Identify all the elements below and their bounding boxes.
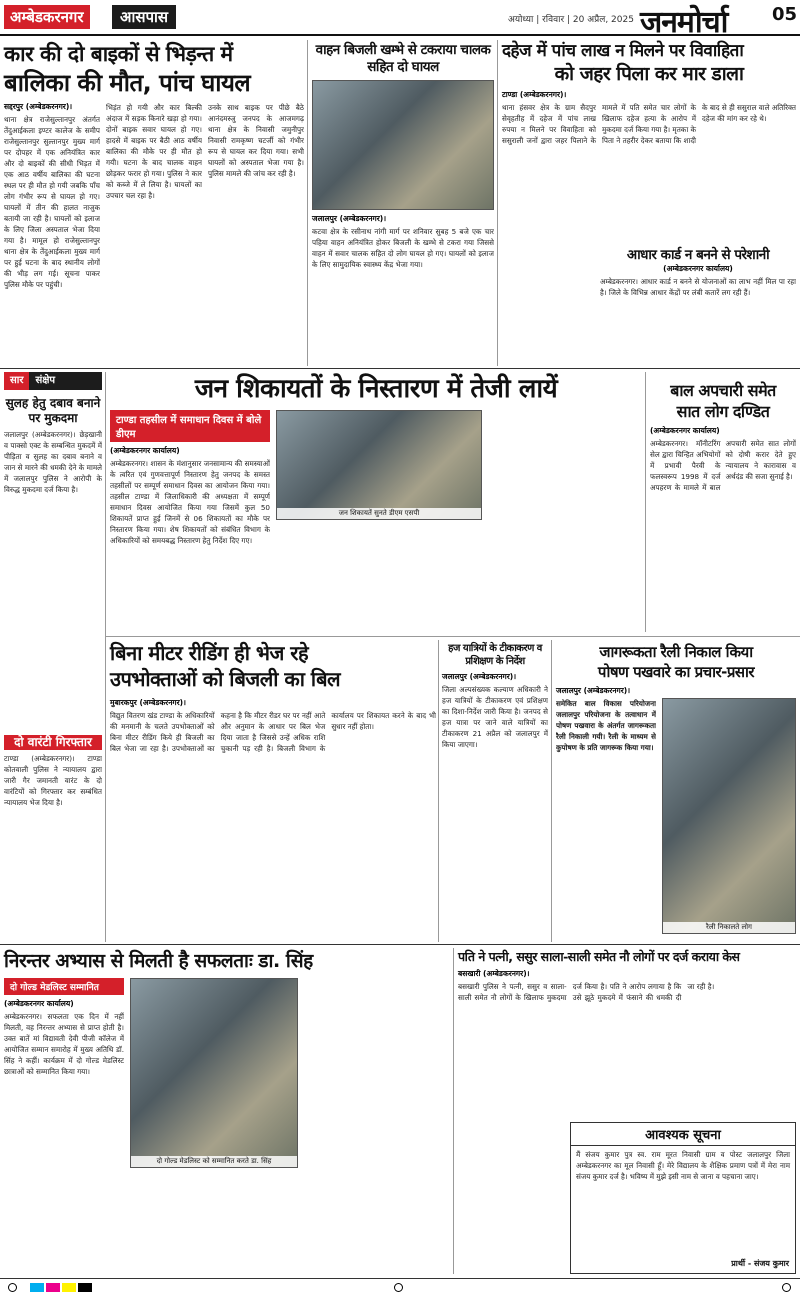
story-text-cont (130, 1172, 298, 1252)
dateline: अयोध्या | रविवार | 20 अप्रैल, 2025 (508, 15, 634, 25)
story-car-accident (4, 40, 304, 366)
photo-caption: दो गोल्ड मेडलिस्ट को सम्मानित करते डा. सिंह (131, 1156, 297, 1167)
sidebar-brief (4, 372, 102, 942)
column-rule (645, 372, 646, 632)
news-photo (312, 80, 494, 210)
story-pole-collision (312, 42, 494, 366)
story-headline-line1: दहेज में पांच लाख न मिलने पर विवाहिता (502, 41, 744, 61)
story-text-col2: भिड़ंत हो गयी और कार बिल्की अंदाज में सड़क किनारे खड़ा हो गया। दोनों बाइक सवार घायल हो गए। हादसे में बाइक पर बैठी आठ वर्षीय बालिका की मौके पर ही मौत हो गयी। घटना के बाद चालक वाहन छोड़कर फरार हो गया। पुलिस ने कार को कब्जे में ले लिया है। घायलों का उपचार चल रहा है। (106, 103, 202, 200)
photo-caption: रैली निकालते लोग (663, 922, 795, 933)
story-text: जिला अल्पसंख्यक कल्याण अधिकारी ने हज यात्रियों के टीकाकरण एवं प्रशिक्षण का दिशा-निर्देश जारी किया है। जनपद से हज यात्रा पर जाने वाले यात्रियों का टीकाकरण 21 अप्रैल को जलालपुर में किया जाएगा। (442, 685, 548, 749)
story-text-cont (304, 978, 450, 1256)
story-headline-line2: को जहर पिला कर मार डाला (554, 63, 744, 85)
column-rule (105, 372, 106, 942)
story-headline-line2: उपभोक्ताओं को बिजली का बिल (110, 667, 341, 691)
story-grievance (110, 372, 642, 632)
brief-title: दो वारंटी गिरफ्तार (4, 735, 102, 750)
black-swatch (78, 1283, 92, 1292)
story-text-col1: थाना क्षेत्र राजेसुल्तानपुर अंतर्गत तेंदुआईकला इण्टर कालेज के समीप राजेसुल्तानपुर सुल्तानपुर मुख्य मार्ग पर दोपहर में एक अनियंत्रित कार और दो बाइकों की सीधी भिड़त में एक आठ वर्षीय बालिका की घटना स्थल पर ही मौत हो गयी जबकि पाँच लोग गंभीर रूप से घायल हो गए। घायलों में तीन की हालत नाजुक बतायी जा रही है। घायलों को इलाज के लिए जिला अस्पताल भेजा दिया गया है। मामूल हो राजेसुल्तानपुर थाना क्षेत्र के तेंदुआईकला मुख्य मार्ग पर हुई घटना के बाद स्थानीय लोगों की भीड़ लग गई। सूचना पाकर पुलिस मौके पर पहुंची। (4, 115, 100, 289)
registration-mark-icon (8, 1283, 17, 1292)
public-notice (570, 1122, 796, 1274)
news-photo (662, 698, 796, 934)
story-text: बसखारी पुलिस ने पत्नी, ससुर व साला-साली समेत नौ लोगों के खिलाफ मुकदमा दर्ज किया है। पति ने आरोप लगाया है कि उसे झूठे मुकदमे में फंसाने की धमकी दी जा रही है। (458, 982, 715, 1002)
story-byline: जलालपुर (अम्बेडकरनगर)। (442, 672, 517, 681)
story-text-cont (276, 524, 482, 616)
sidebar-tab-saar: सार (4, 372, 29, 390)
magenta-swatch (46, 1283, 60, 1292)
story-text: अम्बेडकरनगर। शासन के मंशानुसार जनसामान्य की समस्याओं के त्वरित एवं गुणवत्तापूर्ण निस्तारण हेतु जनपद के समस्त तहसीलों पर सम्पूर्ण समाधान दिवस का आयोजन किया गया। तहसील टाण्डा में जिलाधिकारी की अध्यक्षता में सम्पूर्ण समाधान दिवस आयोजित किया गया जिसमें कुल 50 शिकायतें प्राप्त हुई जिनमें से 06 शिकायतों का मौके पर निस्तारण किया गया। शेष शिकायतों को संबंधित विभाग के अधिकारियों को समयबद्ध निस्तारण हेतु निर्देश दिए गए। (110, 459, 270, 545)
brief-text: टाण्डा (अम्बेडकरनगर)। टाण्डा कोतवाली पुलिस ने न्यायालय द्वारा जारी गैर जमानती वारंट के दो वारंटियों को गिरफ्तार कर सम्बंधित न्यायालय भेज दिया है। (4, 754, 102, 807)
story-headline-line2: बालिका की मौत, पांच घायल (4, 69, 251, 97)
registration-mark-icon (782, 1283, 791, 1292)
column-rule (453, 948, 454, 1274)
story-byline: (अम्बेडकरनगर कार्यालय) (663, 264, 733, 273)
story-byline: मुबारकपुर (अम्बेडकरनगर)। (110, 698, 186, 707)
yellow-swatch (62, 1283, 76, 1292)
story-subhead: टाण्डा तहसील में समाधान दिवस में बोले डीएम (110, 410, 270, 442)
section-rule (0, 368, 800, 369)
story-aadhaar (600, 246, 796, 366)
story-headline-line2: पोषण पखवारे का प्रचार-प्रसार (597, 663, 755, 681)
story-byline: जलालपुर (अम्बेडकरनगर)। (312, 214, 387, 223)
story-juvenile-convicted (650, 380, 796, 632)
story-subhead: दो गोल्ड मेडलिस्ट सम्मानित (4, 978, 124, 995)
print-registration-strip (0, 1278, 800, 1295)
column-rule (551, 640, 552, 942)
story-byline: (अम्बेडकरनगर कार्यालय) (110, 446, 180, 455)
registration-mark-icon (394, 1283, 403, 1292)
story-electricity-bill (110, 640, 436, 942)
story-hajj (442, 642, 548, 942)
story-byline: (अम्बेडकरनगर कार्यालय) (4, 999, 74, 1008)
story-gold-medalist (4, 948, 450, 1274)
story-byline: (अम्बेडकरनगर कार्यालय) (650, 426, 720, 435)
column-rule (438, 640, 439, 942)
story-headline: हज यात्रियों के टीकाकरण व प्रशिक्षण के निर्देश (448, 643, 542, 667)
story-headline-line1: बिना मीटर रीडिंग ही भेज रहे (110, 641, 309, 665)
subsection-tag: आसपास (112, 5, 176, 29)
story-headline: निरन्तर अभ्यास से मिलती है सफलताः डा. सिंह (4, 950, 313, 972)
notice-sign: प्रार्थी - संजय कुमार (731, 1259, 789, 1268)
sidebar-tab-sankshep: संक्षेप (29, 372, 102, 390)
story-text: समेकित बाल विकास परियोजना जलालपुर परियोजना के तत्वाधान में पोषण पखवारा के अंतर्गत जागरूकता रैली निकाली गयी। रैली के माध्यम से कुपोषण के प्रति जागरूक किया गया। (556, 699, 656, 752)
story-nutrition-rally (556, 642, 796, 942)
notice-text: मैं संजय कुमार पुत्र स्व. राम मूरत निवासी ग्राम व पोस्ट जलालपुर जिला अम्बेडकरनगर का मूल निवासी हूँ। मेरे विद्यालय के शैक्षिक प्रमाण पत्रों में मेरा नाम संजय कुमार दर्ज है। भविष्य में मुझे इसी नाम से जाना व पहचाना जाए। (576, 1150, 790, 1181)
notice-title: आवश्यक सूचना (571, 1123, 795, 1146)
story-text: अम्बेडकरनगर। सफलता एक दिन में नहीं मिलती, वह निरन्तर अभ्यास से प्राप्त होती है। उक्त बातें मां विद्यावती देवी पीजी कॉलेज में आयोजित सम्मान समारोह में मुख्य अतिथि डॉ. सिंह ने कहीं। कार्यक्रम में दो गोल्ड मेडलिस्ट छात्राओं को सम्मानित किया गया। (4, 1012, 124, 1076)
news-photo (276, 410, 482, 520)
section-rule (0, 944, 800, 945)
photo-caption: जन शिकायतें सुनते डीएम एसपी (277, 508, 481, 519)
masthead (0, 0, 800, 40)
news-photo (130, 978, 298, 1168)
paper-logo: जनमोर्चा (640, 5, 728, 40)
story-headline: आधार कार्ड न बनने से परेशानी (626, 247, 770, 263)
story-dowry-death (502, 40, 796, 240)
story-headline-line1: कार की दो बाइकों से भिड़न्त में (4, 42, 233, 66)
story-text: कटवा क्षेत्र के रसीनाथ नांगी मार्ग पर शनिवार सुबह 5 बजे एक चार पहिया वाहन अनियंत्रित होकर बिजली के खम्भे से टकरा गया जिससे वाहन में सवार चालक सहित दो लोग घायल हो गए। घायलों को इलाज के लिए सामुदायिक स्वास्थ्य केंद्र भेजा गया। (312, 227, 494, 269)
story-text: थाना हंसवर क्षेत्र के ग्राम सैदपुर सेवृहतीह में दहेज में पांच लाख रुपया न मिलने पर विवाहिता को ससुराली जनों द्वारा जहर पिलाने के मामले में पति समेत चार लोगों के खिलाफ दहेज हत्या के आरोप में मुकदमा दर्ज किया गया है। मृतका के पिता ने तहरीर देकर बताया कि शादी के बाद से ही ससुराल वाले अतिरिक्त दहेज की मांग कर रहे थे। (502, 103, 796, 145)
sidebar-tabs (4, 372, 102, 390)
cyan-swatch (30, 1283, 44, 1292)
story-byline: सद्दरपुर (अम्बेडकरनगर)। (4, 102, 73, 111)
section-rule (106, 636, 800, 637)
brief-title: सुलह हेतु दबाव बनाने पर मुकदमा (5, 396, 101, 425)
story-headline-line1: बाल अपचारी समेत (670, 381, 776, 400)
page-number: 05 (772, 4, 798, 25)
story-headline: वाहन बिजली खम्भे से टकराया चालक सहित दो घायल (315, 42, 491, 75)
story-husband-case (458, 948, 796, 1118)
story-text: अम्बेडकरनगर। आधार कार्ड न बनने से योजनाओं का लाभ नहीं मिल पा रहा है। जिले के विभिन्न आधार केंद्रों पर लंबी कतारें लग रही हैं। (600, 277, 796, 297)
section-tag: अम्बेडकरनगर (4, 5, 90, 29)
story-text: विद्युत वितरण खंड टाण्डा के अधिकारियों की मनमानी के चलते उपभोक्ताओं को बिना मीटर रीडिंग किये ही बिजली का बिल भेजा जा रहा है। उपभोक्ताओं का कहना है कि मीटर रीडर घर पर नहीं आते और अनुमान के आधार पर बिल भेज दिया जाता है जिससे उन्हें अधिक राशि चुकानी पड़ रही है। बिजली विभाग के कार्यालय पर शिकायत करने के बाद भी सुधार नहीं होता। (110, 711, 436, 753)
story-text-col3: उनके साथ बाइक पर पीछे बैठे आनंदमस्जु जनपद के आजमगढ़ थाना क्षेत्र के निवासी जमुनीपुर निवासी रामकृष्ण चटर्जी को गंभीर रूप से घायल कर दिया गया। सभी घायलों को अस्पताल भेजा गया है। पुलिस मामले की जांच कर रही है। (208, 103, 304, 178)
story-text-cont (488, 410, 642, 624)
story-headline-line2: सात लोग दण्डित (676, 402, 770, 421)
story-byline: बसखारी (अम्बेडकरनगर)। (458, 969, 530, 978)
story-headline: पति ने पत्नी, ससुर साला-साली समेत नौ लोगों पर दर्ज कराया केस (458, 949, 740, 964)
story-headline-line1: जागरूकता रैली निकाल किया (599, 643, 753, 661)
story-byline: जलालपुर (अम्बेडकरनगर)। (556, 686, 631, 695)
story-text: अम्बेडकरनगर। मॉनीटरिंग सेल द्वारा चिन्हित अभियोगों में प्रभावी पैरवी के फलस्वरूप 1998 में दर्ज अपहरण के मामले में बाल अपचारी समेत सात लोगों को दोषी करार देते हुए न्यायालय ने कारावास व अर्थदंड की सजा सुनाई है। (650, 439, 796, 492)
column-rule (497, 40, 498, 366)
brief-text: जलालपुर (अम्बेडकरनगर)। छेड़खानी व पाक्सो एक्ट के सम्बन्धित मुकदमें में पीड़िता व सुलह का दबाव बनाने व जान से मारने की धमकी देने के मामले में जलालपुर पुलिस ने आरोपी के विरुद्ध मुकदमा दर्ज किया है। (4, 430, 102, 494)
story-headline: जन शिकायतों के निस्तारण में तेजी लायें (194, 374, 558, 404)
column-rule (307, 40, 308, 366)
story-byline: टाण्डा (अम्बेडकरनगर)। (502, 90, 567, 99)
